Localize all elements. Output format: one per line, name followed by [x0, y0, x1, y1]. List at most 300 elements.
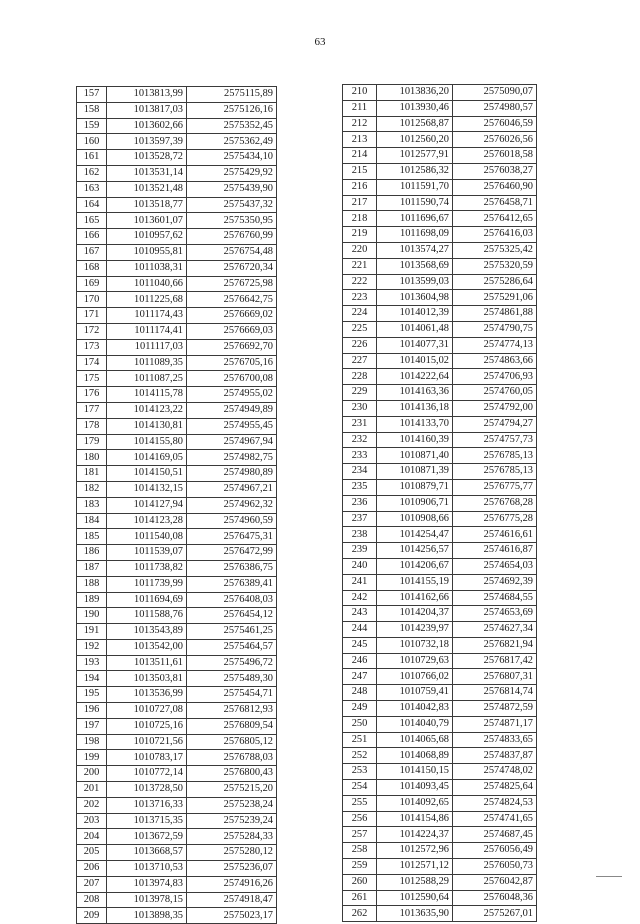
- point-number-cell: 200: [77, 766, 107, 782]
- x-coordinate-cell: 1011694,69: [107, 592, 187, 608]
- x-coordinate-cell: 1011225,68: [107, 292, 187, 308]
- point-number-cell: 199: [77, 750, 107, 766]
- table-row: [77, 797, 277, 813]
- table-row: [343, 400, 537, 416]
- point-number-cell: 211: [343, 100, 377, 116]
- x-coordinate-cell: 1013574,27: [377, 242, 453, 258]
- point-number-cell: 258: [343, 843, 377, 859]
- point-number-cell: 212: [343, 116, 377, 132]
- x-coordinate-cell: 1011588,76: [107, 608, 187, 624]
- x-coordinate-cell: 1014133,70: [377, 416, 453, 432]
- y-coordinate-cell: 2576454,12: [187, 608, 277, 624]
- point-number-cell: 232: [343, 432, 377, 448]
- y-coordinate-cell: 2576056,49: [453, 843, 537, 859]
- point-number-cell: 222: [343, 274, 377, 290]
- point-number-cell: 180: [77, 450, 107, 466]
- point-number-cell: 203: [77, 813, 107, 829]
- x-coordinate-cell: 1010732,18: [377, 637, 453, 653]
- y-coordinate-cell: 2576788,03: [187, 750, 277, 766]
- point-number-cell: 177: [77, 402, 107, 418]
- y-coordinate-cell: 2576754,48: [187, 244, 277, 260]
- y-coordinate-cell: 2575267,01: [453, 906, 537, 922]
- y-coordinate-cell: 2576475,31: [187, 529, 277, 545]
- y-coordinate-cell: 2575239,24: [187, 813, 277, 829]
- point-number-cell: 228: [343, 369, 377, 385]
- x-coordinate-cell: 1013672,59: [107, 829, 187, 845]
- x-coordinate-cell: 1012568,87: [377, 116, 453, 132]
- y-coordinate-cell: 2576416,03: [453, 227, 537, 243]
- y-coordinate-cell: 2574962,32: [187, 497, 277, 513]
- x-coordinate-cell: 1011087,25: [107, 371, 187, 387]
- x-coordinate-cell: 1012560,20: [377, 132, 453, 148]
- x-coordinate-cell: 1011738,82: [107, 560, 187, 576]
- y-coordinate-cell: 2575362,49: [187, 134, 277, 150]
- table-row: [77, 766, 277, 782]
- point-number-cell: 201: [77, 782, 107, 798]
- margin-line: [596, 876, 622, 877]
- x-coordinate-cell: 1013511,61: [107, 655, 187, 671]
- y-coordinate-cell: 2575325,42: [453, 242, 537, 258]
- x-coordinate-cell: 1013710,53: [107, 861, 187, 877]
- table-row: [343, 637, 537, 653]
- x-coordinate-cell: 1014256,57: [377, 543, 453, 559]
- point-number-cell: 169: [77, 276, 107, 292]
- table-row: [343, 353, 537, 369]
- point-number-cell: 251: [343, 732, 377, 748]
- table-row: [77, 244, 277, 260]
- table-row: [343, 606, 537, 622]
- x-coordinate-cell: 1011590,74: [377, 195, 453, 211]
- table-row: [343, 195, 537, 211]
- point-number-cell: 179: [77, 434, 107, 450]
- point-number-cell: 205: [77, 845, 107, 861]
- point-number-cell: 207: [77, 876, 107, 892]
- point-number-cell: 245: [343, 637, 377, 653]
- x-coordinate-cell: 1014150,51: [107, 466, 187, 482]
- table-row: [77, 260, 277, 276]
- table-row: [343, 227, 537, 243]
- table-row: [343, 385, 537, 401]
- point-number-cell: 214: [343, 148, 377, 164]
- point-number-cell: 216: [343, 179, 377, 195]
- y-coordinate-cell: 2576408,03: [187, 592, 277, 608]
- y-coordinate-cell: 2576812,93: [187, 703, 277, 719]
- point-number-cell: 195: [77, 687, 107, 703]
- point-number-cell: 190: [77, 608, 107, 624]
- point-number-cell: 171: [77, 308, 107, 324]
- y-coordinate-cell: 2576412,65: [453, 211, 537, 227]
- y-coordinate-cell: 2574760,05: [453, 385, 537, 401]
- y-coordinate-cell: 2574863,66: [453, 353, 537, 369]
- table-row: [77, 402, 277, 418]
- point-number-cell: 241: [343, 574, 377, 590]
- point-number-cell: 252: [343, 748, 377, 764]
- coordinates-table-right: [342, 84, 537, 922]
- y-coordinate-cell: 2576026,56: [453, 132, 537, 148]
- table-row: [77, 576, 277, 592]
- table-row: [77, 165, 277, 181]
- point-number-cell: 242: [343, 590, 377, 606]
- y-coordinate-cell: 2575454,71: [187, 687, 277, 703]
- point-number-cell: 175: [77, 371, 107, 387]
- point-number-cell: 213: [343, 132, 377, 148]
- x-coordinate-cell: 1014206,67: [377, 558, 453, 574]
- y-coordinate-cell: 2576050,73: [453, 859, 537, 875]
- point-number-cell: 236: [343, 495, 377, 511]
- table-row: [77, 497, 277, 513]
- x-coordinate-cell: 1014163,36: [377, 385, 453, 401]
- x-coordinate-cell: 1014061,48: [377, 321, 453, 337]
- x-coordinate-cell: 1014123,22: [107, 402, 187, 418]
- point-number-cell: 257: [343, 827, 377, 843]
- table-row: [343, 242, 537, 258]
- y-coordinate-cell: 2574833,65: [453, 732, 537, 748]
- table-row: [343, 558, 537, 574]
- x-coordinate-cell: 1014068,89: [377, 748, 453, 764]
- table-row: [77, 87, 277, 103]
- x-coordinate-cell: 1011739,99: [107, 576, 187, 592]
- y-coordinate-cell: 2575429,92: [187, 165, 277, 181]
- table-row: [77, 687, 277, 703]
- y-coordinate-cell: 2574616,87: [453, 543, 537, 559]
- y-coordinate-cell: 2574918,47: [187, 892, 277, 908]
- x-coordinate-cell: 1014130,81: [107, 418, 187, 434]
- y-coordinate-cell: 2574684,55: [453, 590, 537, 606]
- y-coordinate-cell: 2574741,65: [453, 811, 537, 827]
- point-number-cell: 229: [343, 385, 377, 401]
- y-coordinate-cell: 2574825,64: [453, 780, 537, 796]
- table-row: [343, 85, 537, 101]
- y-coordinate-cell: 2575352,45: [187, 118, 277, 134]
- point-number-cell: 176: [77, 387, 107, 403]
- x-coordinate-cell: 1010721,56: [107, 734, 187, 750]
- table-row: [343, 859, 537, 875]
- x-coordinate-cell: 1011117,03: [107, 339, 187, 355]
- point-number-cell: 215: [343, 163, 377, 179]
- y-coordinate-cell: 2574653,69: [453, 606, 537, 622]
- x-coordinate-cell: 1014077,31: [377, 337, 453, 353]
- y-coordinate-cell: 2574627,34: [453, 622, 537, 638]
- y-coordinate-cell: 2574794,27: [453, 416, 537, 432]
- x-coordinate-cell: 1012572,96: [377, 843, 453, 859]
- x-coordinate-cell: 1014222,64: [377, 369, 453, 385]
- x-coordinate-cell: 1013602,66: [107, 118, 187, 134]
- point-number-cell: 174: [77, 355, 107, 371]
- table-row: [77, 102, 277, 118]
- table-row: [343, 764, 537, 780]
- point-number-cell: 250: [343, 716, 377, 732]
- point-number-cell: 194: [77, 671, 107, 687]
- x-coordinate-cell: 1010783,17: [107, 750, 187, 766]
- table-row: [343, 306, 537, 322]
- x-coordinate-cell: 1011539,07: [107, 545, 187, 561]
- x-coordinate-cell: 1013518,77: [107, 197, 187, 213]
- x-coordinate-cell: 1013974,83: [107, 876, 187, 892]
- point-number-cell: 157: [77, 87, 107, 103]
- point-number-cell: 202: [77, 797, 107, 813]
- y-coordinate-cell: 2576768,28: [453, 495, 537, 511]
- table-row: [77, 323, 277, 339]
- y-coordinate-cell: 2575320,59: [453, 258, 537, 274]
- point-number-cell: 185: [77, 529, 107, 545]
- table-row: [343, 590, 537, 606]
- point-number-cell: 182: [77, 481, 107, 497]
- table-row: [343, 258, 537, 274]
- y-coordinate-cell: 2574861,88: [453, 306, 537, 322]
- table-row: [77, 560, 277, 576]
- y-coordinate-cell: 2574872,59: [453, 701, 537, 717]
- x-coordinate-cell: 1014092,65: [377, 795, 453, 811]
- table-row: [77, 450, 277, 466]
- table-row: [77, 876, 277, 892]
- point-number-cell: 196: [77, 703, 107, 719]
- x-coordinate-cell: 1013930,46: [377, 100, 453, 116]
- point-number-cell: 165: [77, 213, 107, 229]
- table-row: [77, 639, 277, 655]
- point-number-cell: 237: [343, 511, 377, 527]
- x-coordinate-cell: 1010879,71: [377, 479, 453, 495]
- y-coordinate-cell: 2576821,94: [453, 637, 537, 653]
- x-coordinate-cell: 1013978,15: [107, 892, 187, 908]
- y-coordinate-cell: 2575023,17: [187, 908, 277, 924]
- x-coordinate-cell: 1011038,31: [107, 260, 187, 276]
- y-coordinate-cell: 2576807,31: [453, 669, 537, 685]
- table-row: [343, 527, 537, 543]
- table-row: [343, 543, 537, 559]
- y-coordinate-cell: 2576018,58: [453, 148, 537, 164]
- x-coordinate-cell: 1011698,09: [377, 227, 453, 243]
- point-number-cell: 234: [343, 464, 377, 480]
- table-row: [343, 116, 537, 132]
- y-coordinate-cell: 2576460,90: [453, 179, 537, 195]
- x-coordinate-cell: 1013716,33: [107, 797, 187, 813]
- table-row: [343, 321, 537, 337]
- x-coordinate-cell: 1011540,08: [107, 529, 187, 545]
- x-coordinate-cell: 1014136,18: [377, 400, 453, 416]
- y-coordinate-cell: 2576725,98: [187, 276, 277, 292]
- point-number-cell: 181: [77, 466, 107, 482]
- point-number-cell: 261: [343, 890, 377, 906]
- table-row: [343, 811, 537, 827]
- point-number-cell: 163: [77, 181, 107, 197]
- x-coordinate-cell: 1012588,29: [377, 874, 453, 890]
- table-row: [77, 418, 277, 434]
- point-number-cell: 189: [77, 592, 107, 608]
- x-coordinate-cell: 1014132,15: [107, 481, 187, 497]
- table-row: [77, 292, 277, 308]
- y-coordinate-cell: 2576800,43: [187, 766, 277, 782]
- point-number-cell: 248: [343, 685, 377, 701]
- point-number-cell: 230: [343, 400, 377, 416]
- table-row: [77, 608, 277, 624]
- table-row: [343, 432, 537, 448]
- table-row: [343, 337, 537, 353]
- x-coordinate-cell: 1014115,78: [107, 387, 187, 403]
- x-coordinate-cell: 1013503,81: [107, 671, 187, 687]
- table-row: [77, 545, 277, 561]
- point-number-cell: 259: [343, 859, 377, 875]
- table-row: [343, 874, 537, 890]
- y-coordinate-cell: 2576046,59: [453, 116, 537, 132]
- y-coordinate-cell: 2575286,64: [453, 274, 537, 290]
- table-row: [77, 592, 277, 608]
- x-coordinate-cell: 1013568,69: [377, 258, 453, 274]
- point-number-cell: 247: [343, 669, 377, 685]
- y-coordinate-cell: 2576814,74: [453, 685, 537, 701]
- table-row: [343, 448, 537, 464]
- y-coordinate-cell: 2574967,94: [187, 434, 277, 450]
- point-number-cell: 220: [343, 242, 377, 258]
- point-number-cell: 246: [343, 653, 377, 669]
- x-coordinate-cell: 1011174,43: [107, 308, 187, 324]
- point-number-cell: 160: [77, 134, 107, 150]
- x-coordinate-cell: 1011591,70: [377, 179, 453, 195]
- y-coordinate-cell: 2574757,73: [453, 432, 537, 448]
- x-coordinate-cell: 1011174,41: [107, 323, 187, 339]
- table-row: [77, 387, 277, 403]
- table-row: [77, 829, 277, 845]
- table-row: [343, 211, 537, 227]
- table-row: [343, 495, 537, 511]
- table-row: [77, 355, 277, 371]
- table-row: [343, 795, 537, 811]
- point-number-cell: 249: [343, 701, 377, 717]
- table-row: [343, 290, 537, 306]
- y-coordinate-cell: 2575439,90: [187, 181, 277, 197]
- table-row: [77, 197, 277, 213]
- y-coordinate-cell: 2576692,70: [187, 339, 277, 355]
- x-coordinate-cell: 1010871,40: [377, 448, 453, 464]
- table-row: [343, 148, 537, 164]
- table-row: [343, 653, 537, 669]
- x-coordinate-cell: 1014169,05: [107, 450, 187, 466]
- table-row: [343, 511, 537, 527]
- y-coordinate-cell: 2574616,61: [453, 527, 537, 543]
- point-number-cell: 158: [77, 102, 107, 118]
- table-row: [77, 892, 277, 908]
- y-coordinate-cell: 2576472,99: [187, 545, 277, 561]
- table-row: [343, 179, 537, 195]
- point-number-cell: 240: [343, 558, 377, 574]
- y-coordinate-cell: 2576775,77: [453, 479, 537, 495]
- y-coordinate-cell: 2575434,10: [187, 150, 277, 166]
- y-coordinate-cell: 2574960,59: [187, 513, 277, 529]
- x-coordinate-cell: 1010759,41: [377, 685, 453, 701]
- x-coordinate-cell: 1013543,89: [107, 624, 187, 640]
- table-row: [77, 118, 277, 134]
- table-row: [77, 466, 277, 482]
- table-row: [343, 416, 537, 432]
- y-coordinate-cell: 2574687,45: [453, 827, 537, 843]
- x-coordinate-cell: 1014065,68: [377, 732, 453, 748]
- point-number-cell: 225: [343, 321, 377, 337]
- table-row: [77, 481, 277, 497]
- x-coordinate-cell: 1013715,35: [107, 813, 187, 829]
- x-coordinate-cell: 1012577,91: [377, 148, 453, 164]
- y-coordinate-cell: 2574790,75: [453, 321, 537, 337]
- y-coordinate-cell: 2574982,75: [187, 450, 277, 466]
- point-number-cell: 164: [77, 197, 107, 213]
- x-coordinate-cell: 1013536,99: [107, 687, 187, 703]
- x-coordinate-cell: 1014123,28: [107, 513, 187, 529]
- y-coordinate-cell: 2575464,57: [187, 639, 277, 655]
- point-number-cell: 172: [77, 323, 107, 339]
- y-coordinate-cell: 2575284,33: [187, 829, 277, 845]
- y-coordinate-cell: 2574706,93: [453, 369, 537, 385]
- y-coordinate-cell: 2576785,13: [453, 448, 537, 464]
- point-number-cell: 208: [77, 892, 107, 908]
- y-coordinate-cell: 2574980,57: [453, 100, 537, 116]
- x-coordinate-cell: 1013604,98: [377, 290, 453, 306]
- table-row: [343, 132, 537, 148]
- y-coordinate-cell: 2574955,45: [187, 418, 277, 434]
- y-coordinate-cell: 2574692,39: [453, 574, 537, 590]
- x-coordinate-cell: 1014040,79: [377, 716, 453, 732]
- x-coordinate-cell: 1014162,66: [377, 590, 453, 606]
- x-coordinate-cell: 1014204,37: [377, 606, 453, 622]
- x-coordinate-cell: 1010727,08: [107, 703, 187, 719]
- x-coordinate-cell: 1013836,20: [377, 85, 453, 101]
- table-row: [343, 701, 537, 717]
- table-row: [77, 703, 277, 719]
- y-coordinate-cell: 2576389,41: [187, 576, 277, 592]
- point-number-cell: 159: [77, 118, 107, 134]
- x-coordinate-cell: 1010772,14: [107, 766, 187, 782]
- y-coordinate-cell: 2576386,75: [187, 560, 277, 576]
- x-coordinate-cell: 1013635,90: [377, 906, 453, 922]
- point-number-cell: 238: [343, 527, 377, 543]
- y-coordinate-cell: 2576785,13: [453, 464, 537, 480]
- table-row: [77, 181, 277, 197]
- y-coordinate-cell: 2574871,17: [453, 716, 537, 732]
- table-row: [77, 213, 277, 229]
- x-coordinate-cell: 1014254,47: [377, 527, 453, 543]
- y-coordinate-cell: 2574748,02: [453, 764, 537, 780]
- x-coordinate-cell: 1013668,57: [107, 845, 187, 861]
- table-row: [343, 479, 537, 495]
- y-coordinate-cell: 2575350,95: [187, 213, 277, 229]
- y-coordinate-cell: 2574967,21: [187, 481, 277, 497]
- x-coordinate-cell: 1013528,72: [107, 150, 187, 166]
- table-row: [77, 750, 277, 766]
- y-coordinate-cell: 2576669,02: [187, 308, 277, 324]
- point-number-cell: 186: [77, 545, 107, 561]
- x-coordinate-cell: 1012571,12: [377, 859, 453, 875]
- point-number-cell: 197: [77, 718, 107, 734]
- y-coordinate-cell: 2574955,02: [187, 387, 277, 403]
- y-coordinate-cell: 2575215,20: [187, 782, 277, 798]
- y-coordinate-cell: 2576705,16: [187, 355, 277, 371]
- point-number-cell: 184: [77, 513, 107, 529]
- point-number-cell: 210: [343, 85, 377, 101]
- y-coordinate-cell: 2574824,53: [453, 795, 537, 811]
- x-coordinate-cell: 1014127,94: [107, 497, 187, 513]
- table-row: [343, 464, 537, 480]
- point-number-cell: 260: [343, 874, 377, 890]
- x-coordinate-cell: 1014042,83: [377, 701, 453, 717]
- table-row: [77, 276, 277, 292]
- table-row: [343, 780, 537, 796]
- table-row: [343, 748, 537, 764]
- point-number-cell: 192: [77, 639, 107, 655]
- table-row: [343, 163, 537, 179]
- x-coordinate-cell: 1014155,19: [377, 574, 453, 590]
- y-coordinate-cell: 2576458,71: [453, 195, 537, 211]
- y-coordinate-cell: 2575437,32: [187, 197, 277, 213]
- x-coordinate-cell: 1014160,39: [377, 432, 453, 448]
- page-number: 63: [314, 36, 326, 48]
- point-number-cell: 262: [343, 906, 377, 922]
